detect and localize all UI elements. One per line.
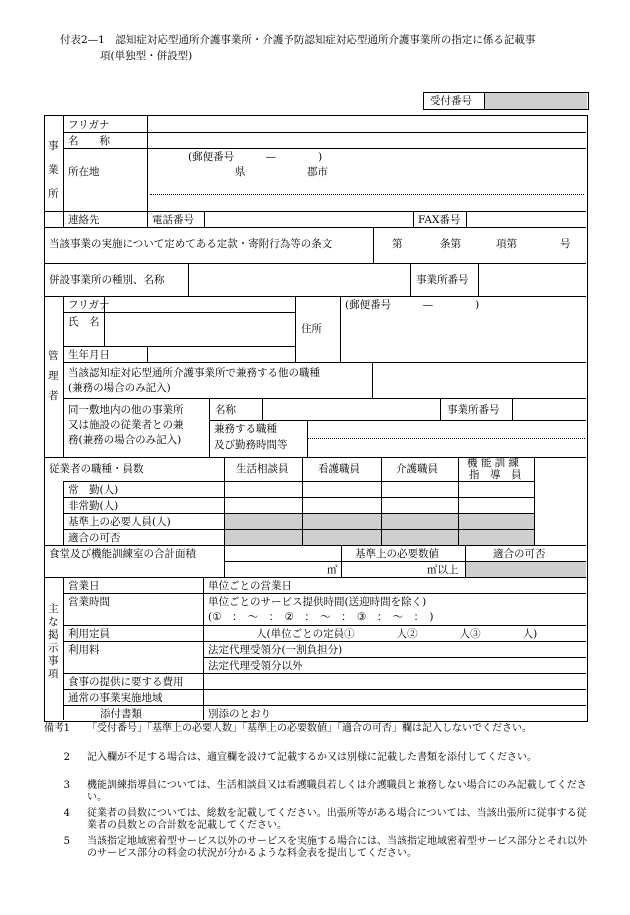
hours-slots[interactable]: (① ： ～ ： ② ： ～ ： ③ ： ～ ： ) — [208, 611, 434, 623]
fee-statutory-label: 法定代理受領分(一割負担分) — [208, 644, 343, 656]
office-contact-label: 連絡先 — [68, 214, 100, 226]
article-jou: 条第 — [440, 238, 461, 250]
manager-address-label: 住所 — [301, 323, 322, 335]
main-items-char-6: 項 — [48, 668, 59, 680]
staff-header: 従業者の職種・員数 — [49, 463, 144, 475]
manager-other-job-label-2: (兼務の場合のみ記入) — [68, 382, 171, 394]
article-field[interactable] — [374, 228, 585, 262]
manager-birthdate-label: 生年月日 — [68, 349, 110, 361]
manager-site-number-label: 事業所番号 — [447, 404, 500, 416]
notes-label: 備考 — [44, 723, 64, 734]
staff-fulltime-nurse-field[interactable] — [303, 482, 380, 496]
staff-parttime-nurse-field[interactable] — [303, 498, 380, 512]
hours-label: 営業時間 — [68, 596, 110, 608]
manager-section-char-1: 管 — [48, 350, 59, 362]
form-title-line1: 付表2—1 認知症対応型通所介護事業所・介護予防認知症対応型通所介護事業所の指定に係る記載事 — [60, 34, 536, 46]
manager-other-job-field[interactable] — [373, 363, 585, 397]
manager-site-number-field[interactable] — [513, 399, 585, 420]
manager-address-field[interactable] — [341, 313, 585, 361]
dining-label: 食堂及び機能訓練室の合計面積 — [49, 548, 196, 560]
manager-postal-label: (郵便番号 — ) — [345, 299, 480, 311]
receipt-value-field[interactable] — [484, 93, 587, 109]
office-furigana-label: フリガナ — [68, 119, 110, 131]
staff-fulltime-counselor-field[interactable] — [225, 482, 301, 496]
manager-other-job-label-1: 当該認知症対応型通所介護事業所で兼務する他の職種 — [68, 367, 320, 379]
manager-concurrent-label-2: 及び勤務時間等 — [214, 439, 288, 451]
dining-area-field[interactable] — [225, 562, 325, 576]
attachment-label: 添付書類 — [100, 708, 142, 720]
staff-parttime-trainer-field[interactable] — [459, 498, 533, 512]
office-address-field[interactable] — [148, 178, 585, 210]
office-phone-label: 電話番号 — [152, 214, 194, 226]
office-address-label: 所在地 — [68, 166, 100, 178]
attachment-value: 別添のとおり — [208, 708, 271, 720]
staff-col-caregiver: 介護職員 — [396, 463, 438, 475]
main-items-char-5: 事 — [48, 655, 59, 667]
staff-fulltime-caregiver-field[interactable] — [382, 482, 457, 496]
office-city-label: 郡市 — [307, 166, 328, 178]
capacity-line[interactable]: 人(単位ごとの定員① 人② 人③ 人) — [256, 628, 538, 640]
main-items-char-4: 示 — [48, 642, 59, 654]
fee-other-label: 法定代理受領分以外 — [208, 660, 303, 672]
manager-name-label: 氏 名 — [68, 316, 100, 328]
form-title-line2: 項(単独型・併設型) — [100, 50, 193, 62]
staff-fulltime-trainer-field[interactable] — [459, 482, 533, 496]
manager-section-char-2: 理 — [48, 370, 59, 382]
main-items-char-1: 主 — [48, 603, 59, 615]
manager-name-field[interactable] — [105, 313, 294, 346]
fees-label: 利用料 — [68, 644, 100, 656]
dining-required-unit: ㎡以上 — [427, 564, 459, 576]
meal-cost-field[interactable] — [204, 674, 585, 689]
staff-row-compliance: 適合の可否 — [68, 532, 121, 544]
office-fax-field[interactable] — [467, 212, 585, 227]
staff-parttime-counselor-field[interactable] — [225, 498, 301, 512]
office-postal-label: (郵便番号 — ) — [188, 151, 323, 163]
hours-unit-label: 単位ごとのサービス提供時間(送迎時間を除く) — [208, 596, 427, 608]
manager-birthdate-field[interactable] — [148, 347, 294, 362]
annex-name-field[interactable] — [189, 264, 409, 295]
service-area-label: 通常の事業実施地域 — [68, 692, 163, 704]
service-area-field[interactable] — [204, 690, 585, 705]
article-dai: 第 — [392, 238, 403, 250]
manager-furigana-field[interactable] — [105, 297, 294, 312]
staff-col-trainer-1: 機 能 訓 練 — [467, 457, 520, 469]
office-phone-field[interactable] — [205, 212, 412, 227]
dining-compliance-label: 適合の可否 — [493, 548, 546, 560]
article-gou: 号 — [560, 238, 571, 250]
staff-row-fulltime: 常 勤(人) — [68, 484, 119, 496]
dining-required-label: 基準上の必要数値 — [355, 548, 439, 560]
staff-col-trainer-2: 指 導 員 — [469, 469, 522, 481]
office-name-field[interactable] — [148, 133, 585, 148]
article-kou: 項第 — [496, 238, 517, 250]
article-label: 当該事業の実施について定めてある定款・寄附行為等の条文 — [49, 238, 333, 250]
office-fax-label: FAX番号 — [418, 214, 461, 226]
staff-row-parttime: 非常勤(人) — [68, 500, 119, 512]
manager-same-site-label-3: 務(兼務の場合のみ記入) — [68, 434, 182, 446]
office-name-label: 名 称 — [68, 135, 110, 147]
manager-furigana-label: フリガナ — [68, 299, 110, 311]
capacity-label: 利用定員 — [68, 628, 110, 640]
annex-number-field[interactable] — [479, 264, 585, 295]
office-furigana-field[interactable] — [148, 116, 585, 132]
manager-concurrent-field[interactable] — [308, 421, 585, 456]
manager-site-name-label: 名称 — [215, 404, 236, 416]
annex-number-label: 事業所番号 — [416, 274, 469, 286]
main-items-char-2: な — [48, 616, 59, 628]
office-prefecture-label: 県 — [235, 166, 246, 178]
staff-col-counselor: 生活相談員 — [236, 463, 289, 475]
main-items-char-3: 掲 — [48, 629, 59, 641]
manager-site-name-field[interactable] — [263, 399, 439, 420]
meal-cost-label: 食事の提供に要する費用 — [68, 676, 184, 688]
staff-row-required: 基準上の必要人員(人) — [68, 516, 171, 528]
dining-area-unit: ㎡ — [327, 564, 338, 576]
manager-concurrent-label-1: 兼務する職種 — [214, 423, 277, 435]
office-section-char-2: 業 — [48, 164, 59, 176]
office-section-char-1: 事 — [48, 140, 59, 152]
manager-section-char-3: 者 — [48, 390, 59, 402]
receipt-label: 受付番号 — [430, 95, 472, 107]
staff-parttime-caregiver-field[interactable] — [382, 498, 457, 512]
business-days-unit-label: 単位ごとの営業日 — [208, 580, 292, 592]
manager-same-site-label-1: 同一敷地内の他の事業所 — [68, 404, 184, 416]
annex-label: 併設事業所の種別、名称 — [49, 274, 165, 286]
manager-same-site-label-2: 又は施設の従業者との兼 — [68, 419, 184, 431]
office-section-char-3: 所 — [48, 188, 59, 200]
business-days-label: 営業日 — [68, 580, 100, 592]
staff-col-nurse: 看護職員 — [318, 463, 360, 475]
